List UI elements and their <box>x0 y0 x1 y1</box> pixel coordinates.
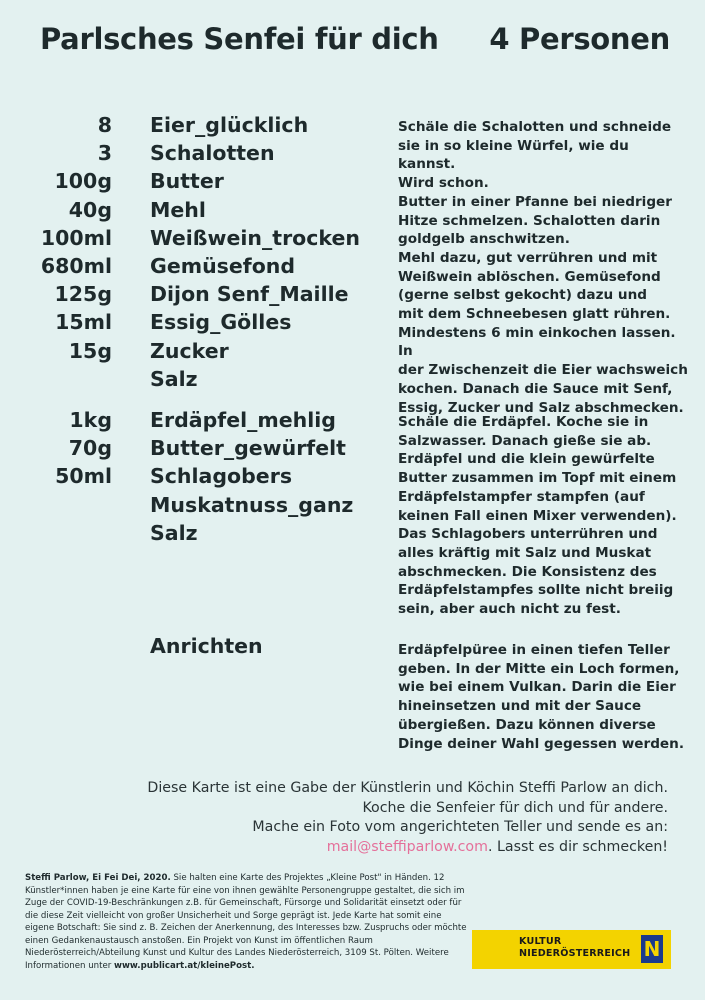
ingredient-qty: 50ml <box>55 464 112 489</box>
email-link[interactable]: mail@steffiparlow.com <box>326 838 488 855</box>
ingredient-qty: 70g <box>68 436 112 461</box>
ingredient-row <box>0 167 360 195</box>
logo-line: NIEDERÖSTERREICH <box>519 948 631 959</box>
ingredient-name: Erdäpfel_mehlig <box>150 408 336 432</box>
ingredient-name: Mehl <box>150 197 206 222</box>
credits <box>25 872 470 972</box>
instructions-text: Schäle die Erdäpfel. Koche sie in Salzwasser. Danach gieße sie ab. Erdäpfel und die klein gewürfelte Butter zusammen im Topf mit einem Erdäpfelstampfer stampfen (auf keinen Fall einen Mixer verwenden). Das Schlagobers unterrühren und alles kräftig mit Salz und Muskat abschmecken. Die Konsistenz des Erdäpfelstampfes sollte nicht breiig sein, aber auch nicht zu fest. <box>398 414 677 618</box>
ingredient-row <box>0 491 353 519</box>
ingredient-name: Salz <box>150 520 198 545</box>
gift-line-end: . Lasst es dir schmecken! <box>487 838 668 855</box>
gift-message <box>68 779 668 857</box>
ingredient-name: Zucker <box>150 338 229 363</box>
instructions-text: Schäle die Schalotten und schneide sie in so kleine Würfel, wie du kannst. Wird schon. Butter in einer Pfanne bei niedriger Hitze schmelzen. Schalotten darin goldgelb anschwitzen. Mehl dazu, gut verrühren und mit Weißwein ablöschen. Gemüsefond (gerne selbst gekocht) dazu und mit dem Schneebesen glatt rühren. Mindestens 6 min einkochen lassen. In der Zwischenzeit die Eier wachsweich kochen. Danach die Sauce mit Senf, Essig, Zucker und Salz abschmecken. <box>398 119 688 416</box>
ingredient-row <box>0 365 360 393</box>
ingredient-qty: 15g <box>68 338 112 363</box>
ingredient-name: Eier_glücklich <box>150 113 309 137</box>
instructions-text: Erdäpfelpüree in einen tiefen Teller geben. In der Mitte ein Loch formen, wie bei einem Vulkan. Darin die Eier hineinsetzen und mit der Sauce übergießen. Dazu können diverse Dinge deiner Wahl gegessen werden. <box>398 642 684 752</box>
ingredient-row <box>0 196 360 224</box>
ingredient-row <box>0 111 360 139</box>
credits-text: Sie halten eine Karte des Projektes „Kleine Post" in Händen. 12 Künstler*innen haben je eine Karte für eine von ihnen gewählte Personengruppe gestaltet, die sich im Zuge der COVID-19-Beschränkungen z.B. für Gemeinschaft, Fürsorge und Solidarität einsetzt oder für die diese Zeit vielleicht von großer Unsicherheit und Sorge geprägt ist. Jede Karte hat somit eine eigene Botschaft: Sie sind z. B. Zeichen der Anerkennung, des Interesses bzw. Zuspruchs oder möchte einen Gedankenaustausch anstoßen. Ein Projekt von Kunst im öffentlichen Raum Niederösterreich/Abteilung Kunst und Kultur des Landes Niederösterreich, 3109 St. Pölten. Weitere Informationen unter <box>25 873 467 971</box>
ingredient-list <box>0 406 353 547</box>
ingredient-row <box>0 519 353 547</box>
ingredient-name: Salz <box>150 366 198 391</box>
ingredient-qty: 1kg <box>69 408 112 432</box>
ingredient-row <box>0 462 353 490</box>
gift-line: Mache ein Foto vom angerichteten Teller und sende es an: <box>252 819 668 836</box>
ingredient-qty: 680ml <box>40 253 112 278</box>
credits-link[interactable]: www.publicart.at/kleinePost. <box>114 960 255 971</box>
ingredient-qty: 125g <box>54 282 112 307</box>
ingredient-qty: 100ml <box>40 225 112 250</box>
ingredient-qty: 40g <box>68 197 112 222</box>
ingredient-name: Schlagobers <box>150 464 293 489</box>
ingredient-qty: 15ml <box>55 310 112 335</box>
ingredient-row <box>0 434 353 462</box>
gift-line: Koche die Senfeier für dich und für andere. <box>362 799 668 816</box>
ingredient-qty: 100g <box>54 169 112 194</box>
serving-heading: Anrichten <box>150 634 263 658</box>
servings: 4 Personen <box>489 22 670 56</box>
ingredient-qty: 3 <box>97 141 112 166</box>
ingredient-name: Butter <box>150 169 224 194</box>
ingredient-row <box>0 280 360 308</box>
ingredient-row <box>0 406 353 434</box>
gift-line: Diese Karte ist eine Gabe der Künstlerin und Köchin Steffi Parlow an dich. <box>147 780 668 796</box>
logo-line: KULTUR <box>519 936 562 947</box>
ingredient-name: Gemüsefond <box>150 253 296 278</box>
credits-lead: Steffi Parlow, Ei Fei Dei, 2020. <box>25 873 171 883</box>
ingredient-name: Dijon Senf_Maille <box>150 282 349 307</box>
ingredient-name: Weißwein_trocken <box>150 225 360 250</box>
ingredient-row <box>0 139 360 167</box>
ingredient-name: Muskatnuss_ganz <box>150 492 354 517</box>
ingredient-row <box>0 308 360 336</box>
ingredient-row <box>0 224 360 252</box>
recipe-title: Parlsches Senfei für dich <box>40 22 439 56</box>
ingredient-row <box>0 252 360 280</box>
ingredient-qty: 8 <box>97 113 112 137</box>
ingredient-row <box>0 337 360 365</box>
ingredient-name: Butter_gewürfelt <box>150 436 346 461</box>
logo-mark-icon: N <box>641 935 663 963</box>
page-title <box>40 22 670 56</box>
ingredient-list <box>0 111 360 393</box>
ingredient-name: Schalotten <box>150 141 275 166</box>
ingredient-name: Essig_Gölles <box>150 310 292 335</box>
gift-line <box>68 838 668 858</box>
kultur-noe-logo <box>472 930 671 969</box>
